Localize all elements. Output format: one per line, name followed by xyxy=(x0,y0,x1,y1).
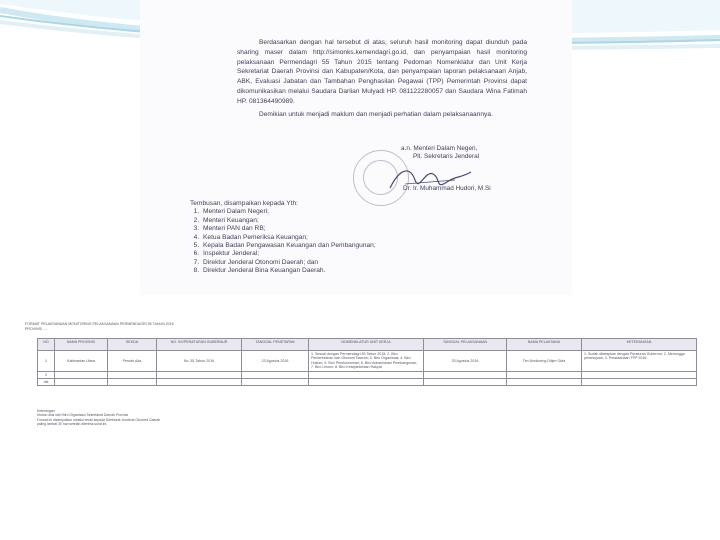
column-header: NAMA PELAKSANA xyxy=(507,339,582,351)
letter-closing xyxy=(395,145,565,192)
column-header: SEKDA xyxy=(108,339,157,351)
note-line: Keterangan: xyxy=(37,409,56,413)
cc-item: 5. Kepala Badan Pengawasan Keuangan dan Pembangunan; xyxy=(201,242,440,250)
cc-item: 7. Direktur Jenderal Otonomi Daerah; dan xyxy=(201,259,440,267)
column-header: NOMENKLATUR UNIT KERJA xyxy=(309,339,424,351)
cc-list xyxy=(190,200,440,276)
table-title-line: FORMAT PELAKSANAAN MONITORING PELAKSANAAN PERMENDAGRI 55 TAHUN 2015 xyxy=(25,322,174,326)
note-line: Mohon diisi oleh Biro Organisasi Sekretariat Daerah Provinsi xyxy=(37,413,129,418)
cc-heading: Tembusan, disampaikan kepada Yth: xyxy=(190,200,299,207)
closing-line-1: a.n. Menteri Dalam Negeri, xyxy=(401,145,478,152)
closing-line-2: Plt. Sekretaris Jenderal xyxy=(413,153,480,160)
cell-tanggal: 23 Agustus 2016 xyxy=(242,351,309,372)
column-header: TANGGAL PENETAPAN xyxy=(242,339,309,351)
column-header: NAMA PROVINSI xyxy=(55,339,108,351)
cell-no: 2 xyxy=(38,371,55,378)
column-header: NO xyxy=(38,339,55,351)
cell-pelaksana: Tim Monitoring Ditjen Otda xyxy=(507,351,582,372)
table-title xyxy=(25,322,225,331)
monitoring-table xyxy=(37,338,697,386)
column-header: NO. SK/PERATURAN GUBERNUR xyxy=(157,339,242,351)
column-header: TANGGAL PELAKSANAAN xyxy=(424,339,507,351)
cc-item: 3. Menteri PAN dan RB; xyxy=(201,225,440,233)
cell-sk: No. 55 Tahun 2016 xyxy=(157,351,242,372)
table-row xyxy=(38,351,697,372)
table-row xyxy=(38,379,697,386)
cell-keterangan: 1. Sudah ditetapkan dengan Peraturan Gubernur; 2. Menunggu persetujuan; 3. Pelaksanaan TPP 2016 xyxy=(582,351,697,372)
signer-name: Dr. Ir. Muhammad Hudori, M.Si xyxy=(403,185,491,192)
cell-pelaksanaan: 20 Agustus 2016 xyxy=(424,351,507,372)
table-notes xyxy=(37,409,247,427)
cc-item: 6. Inspektur Jenderal; xyxy=(201,250,440,258)
cc-item: 8. Direktur Jenderal Bina Keuangan Daerah. xyxy=(201,267,440,275)
table-header-row xyxy=(38,339,697,351)
cc-item: 4. Ketua Badan Pemeriksa Keuangan; xyxy=(201,234,440,242)
column-header: KETERANGAN xyxy=(582,339,697,351)
letter-scan xyxy=(140,0,572,295)
letter-paragraph: Berdasarkan dengan hal tersebut di atas, seluruh hasil monitoring dapat diunduh pada sharing maser dalam http://simonks.kemendagri.go.id, dan penyampaian hasil monitoring pelaksanaan Permendagri 55 Tahun 2015 tentang Pedoman Nomenklatur dan Unit Kerja Sekretariat Daerah Provinsi dan Kabupaten/Kota, dan penyampaian laporan pelaksanaan Anjab, ABK, Evaluasi Jabatan dan Tambahan Penghasilan Pegawai (TPP) Pemerintah Provinsi dapat dikomunikasikan melalui Saudara Darlian Mulyadi HP. 081122280057 dan Saudara Wina Fatimah HP. 081364490989. xyxy=(237,39,527,105)
cc-item: 1. Menteri Dalam Negeri; xyxy=(201,208,440,216)
cell-sekda: Pernah Ada xyxy=(108,351,157,372)
cell-no: 1 xyxy=(38,351,55,372)
note-line: paling lambat 30 hari setelah diterima surat ini. xyxy=(37,422,108,427)
cc-item: 2. Menteri Keuangan; xyxy=(201,217,440,225)
cell-nomenklatur: 1. Sesuai dengan Permendagri 55 Tahun 2015; 2. Biro Pemerintahan dan Otonomi Daerah; 3. Biro Organisasi; 4. Biro Hukum; 5. Biro Perekonomian; 6. Biro Administrasi Pembangunan; 7. Biro Umum; 8. Biro Kesejahteraan Rakyat xyxy=(309,351,424,372)
table-row xyxy=(38,371,697,378)
note-line: Format ini disampaikan melalui email kepada Direktorat Jenderal Otonomi Daerah xyxy=(37,417,161,422)
cell-provinsi: Kalimantan Utara xyxy=(55,351,108,372)
cell-no: dst xyxy=(38,379,55,386)
monitoring-table-scan xyxy=(25,322,700,432)
letter-paragraph: Demikian untuk menjadi maklum dan menjadi perhatian dalam pelaksanaannya. xyxy=(259,110,493,118)
letter-body xyxy=(237,38,527,122)
table-title-line: PROVINSI .... xyxy=(25,326,48,331)
